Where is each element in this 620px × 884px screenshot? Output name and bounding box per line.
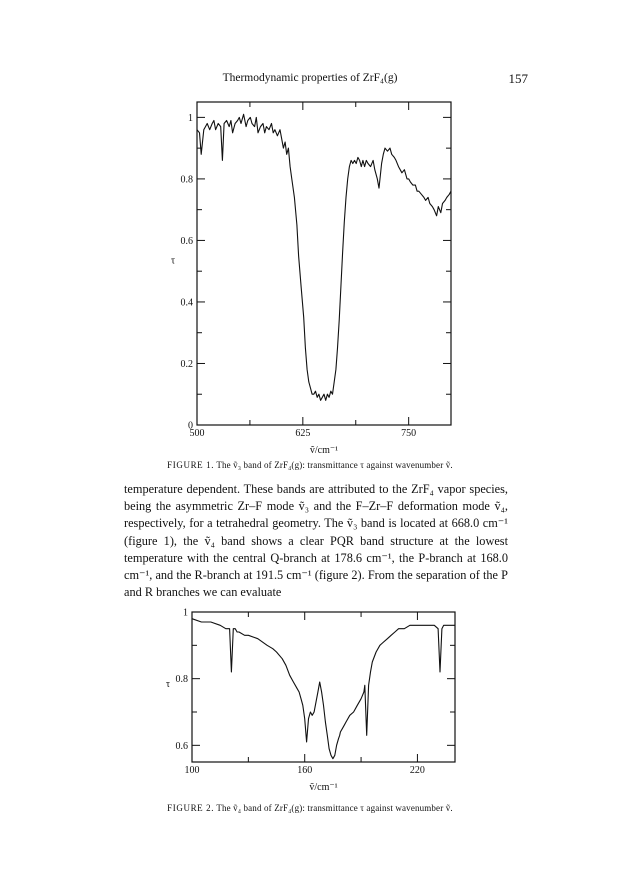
fig1-x-tick-label: 625 — [295, 428, 311, 439]
fig1-y-tick-label: 0.8 — [180, 174, 193, 186]
fig2-y-tick-label: 0.6 — [175, 740, 188, 752]
fig2-y-tick-label: 0.8 — [175, 674, 188, 686]
fig1-y-tick-label: 0.4 — [180, 297, 193, 309]
fig2-x-tick-label: 160 — [297, 765, 313, 776]
fig2-x-tick-label: 100 — [184, 765, 200, 776]
fig2-y-tick-label: 1 — [183, 607, 188, 619]
fig2-series-line — [192, 619, 455, 759]
fig2-y-axis-title: τ — [165, 679, 171, 690]
fig2-plot-frame — [192, 612, 455, 762]
running-title: Thermodynamic properties of ZrF₄(g) — [222, 72, 398, 84]
figure-2-caption-text: The ṽ₄ band of ZrF₄(g): transmittance τ against wavenumber ṽ. — [216, 803, 453, 813]
fig1-x-axis-title: ṽ/cm⁻¹ — [309, 445, 339, 456]
figure-1-caption — [0, 460, 620, 470]
fig1-plot-frame — [197, 102, 451, 425]
fig1-y-tick-label: 0.6 — [180, 235, 193, 247]
figure-1-caption-label: FIGURE 1. — [167, 460, 215, 470]
fig1-y-tick-label: 0 — [188, 420, 193, 432]
fig2-x-axis-title: ṽ/cm⁻¹ — [309, 782, 338, 793]
figure-2-chart — [0, 596, 620, 816]
fig1-x-tick-label: 500 — [189, 428, 205, 439]
figure-2 — [0, 596, 620, 816]
fig2-x-tick-label: 220 — [409, 765, 425, 776]
page-number: 157 — [508, 71, 528, 86]
fig1-y-axis-title: τ — [170, 255, 176, 267]
figure-2-caption-label: FIGURE 2. — [167, 803, 215, 813]
fig1-x-tick-label: 750 — [401, 428, 417, 439]
figure-1 — [0, 95, 620, 475]
running-header — [0, 72, 620, 92]
body-paragraph-text: temperature dependent. These bands are attributed to the ZrF₄ vapor species, being the asymmetric Zr–F mode ṽ₃ and the F–Zr–F deformation mode ṽ₄, respectively, for a tetrahedral geometry. The ṽ₃ band is located at 668.0 cm⁻¹ (figure 1), the ṽ₄ band shows a clear PQR band structure at the lowest temperature with the central Q-branch at 178.6 cm⁻¹, the P-branch at 168.0 cm⁻¹, and the R-branch at 191.5 cm⁻¹ (figure 2). From the separation of the P and R branches we can evaluate — [124, 482, 508, 600]
fig1-y-tick-label: 0.2 — [180, 358, 193, 370]
body-paragraph — [124, 481, 508, 601]
figure-2-caption — [0, 803, 620, 813]
fig1-y-tick-label: 1 — [188, 112, 193, 124]
fig1-series-line — [197, 114, 451, 400]
figure-1-chart — [0, 95, 620, 475]
figure-1-caption-text: The ṽ₃ band of ZrF₄(g): transmittance τ against wavenumber ṽ. — [216, 460, 453, 470]
